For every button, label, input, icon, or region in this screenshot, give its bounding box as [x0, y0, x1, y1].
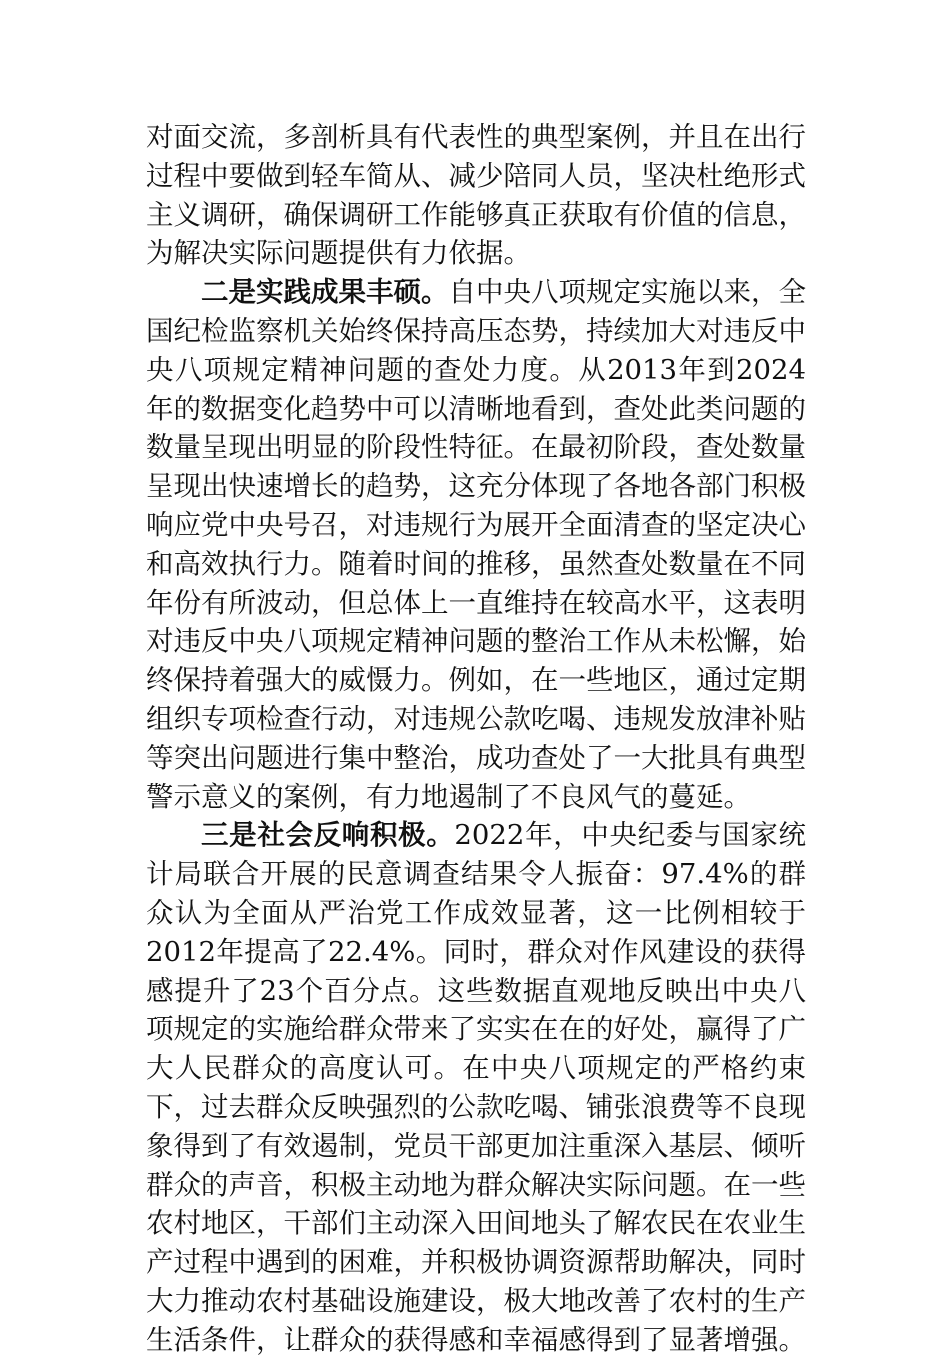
- paragraph-lead: 三是社会反响积极。: [201, 819, 455, 852]
- paragraph-text: 2022年，中央纪委与国家统计局联合开展的民意调查结果令人振奋：97.4%的群众认为全面从严治党工作成效显著，这一比例相较于2012年提高了22.4%。同时，群众对作风建设的获得感提升了23个百分点。这些数据直观地反映出中央八项规定的实施给群众带来了实实在在的好处，赢得了广大人民群众的高度认可。在中央八项规定的严格约束下，过去群众反映强烈的公款吃喝、铺张浪费等不良现象得到了有效遏制，党员干部更加注重深入基层、倾听群众的声音，积极主动地为群众解决实际问题。在一些农村地区，干部们主动深入田间地头了解农民在农业生产过程中遇到的困难，并积极协调资源帮助解决，同时大力推动农村基础设施建设，极大地改善了农村的生产生活条件，让群众的获得感和幸福感得到了显著增强。: [146, 819, 806, 1356]
- document-body: [146, 118, 806, 1360]
- paragraph-social-response: [146, 816, 806, 1359]
- paragraph-continuation: [146, 118, 806, 273]
- paragraph-practice-results: [146, 273, 806, 816]
- paragraph-text: 自中央八项规定实施以来，全国纪检监察机关始终保持高压态势，持续加大对违反中央八项规定精神问题的查处力度。从2013年到2024年的数据变化趋势中可以清晰地看到，查处此类问题的数量呈现出明显的阶段性特征。在最初阶段，查处数量呈现出快速增长的趋势，这充分体现了各地各部门积极响应党中央号召，对违规行为展开全面清查的坚定决心和高效执行力。随着时间的推移，虽然查处数量在不同年份有所波动，但总体上一直维持在较高水平，这表明对违反中央八项规定精神问题的整治工作从未松懈，始终保持着强大的威慑力。例如，在一些地区，通过定期组织专项检查行动，对违规公款吃喝、违规发放津补贴等突出问题进行集中整治，成功查处了一大批具有典型警示意义的案例，有力地遏制了不良风气的蔓延。: [146, 276, 806, 813]
- paragraph-text: 对面交流，多剖析具有代表性的典型案例，并且在出行过程中要做到轻车简从、减少陪同人员，坚决杜绝形式主义调研，确保调研工作能够真正获取有价值的信息，为解决实际问题提供有力依据。: [146, 121, 806, 270]
- paragraph-lead: 二是实践成果丰硕。: [201, 276, 449, 309]
